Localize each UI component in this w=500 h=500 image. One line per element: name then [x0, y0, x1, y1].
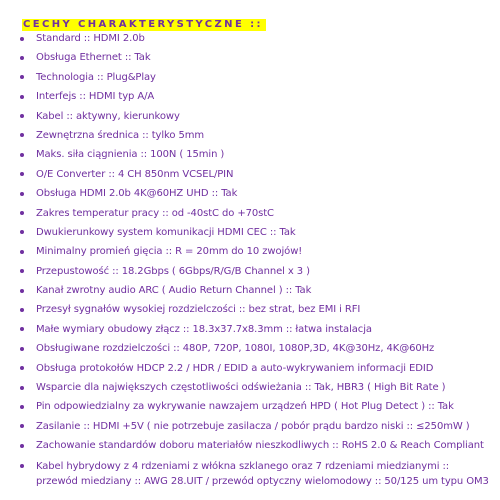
feature-text: Obsługiwane rozdzielczości :: 480P, 720P, 1080I, 1080P,3D, 4K@30Hz, 4K@60Hz [36, 343, 435, 355]
feature-item-interface [20, 87, 492, 106]
feature-item-dimensions [20, 320, 492, 339]
bullet-icon [20, 192, 24, 196]
bullet-icon [20, 230, 24, 234]
feature-text: Interfejs :: HDMI typ A/A [36, 91, 155, 103]
feature-item-refresh [20, 378, 492, 397]
feature-text: Przesył sygnałów wysokiej rozdzielczości :: bez strat, bez EMI i RFI [36, 304, 361, 316]
bullet-icon [20, 114, 24, 118]
feature-item-cec [20, 223, 492, 242]
feature-text: Standard :: HDMI 2.0b [36, 33, 145, 44]
feature-item-bandwidth [20, 262, 492, 281]
bullet-icon [20, 289, 24, 293]
bullet-icon [20, 386, 24, 390]
feature-item-diameter [20, 126, 492, 145]
bullet-icon [20, 444, 24, 448]
bullet-icon [20, 250, 24, 254]
feature-item-ethernet [20, 48, 492, 67]
feature-text: Obsługa Ethernet :: Tak [36, 52, 151, 64]
feature-text: Zachowanie standardów doboru materiałów nieszkodliwych :: RoHS 2.0 & Reach Compliant [36, 440, 484, 452]
feature-text: Zakres temperatur pracy :: od -40stC do +70stC [36, 207, 274, 219]
bullet-icon [20, 424, 24, 428]
bullet-icon [20, 308, 24, 312]
feature-text: Minimalny promień gięcia :: R = 20mm do 10 zwojów! [36, 246, 303, 258]
feature-text: Obsługa HDMI 2.0b 4K@60HZ UHD :: Tak [36, 188, 238, 200]
bullet-icon [20, 269, 24, 273]
feature-item-arc [20, 281, 492, 300]
feature-text: Zewnętrzna średnica :: tylko 5mm [36, 129, 205, 141]
feature-item-uhd [20, 184, 492, 203]
bullet-icon [20, 95, 24, 99]
bullet-icon [20, 37, 24, 41]
feature-text: O/E Converter :: 4 CH 850nm VCSEL/PIN [36, 168, 234, 180]
feature-text: Zasilanie :: HDMI +5V ( nie potrzebuje zasilacza / pobór prądu bardzo niski :: ≤250mW ) [36, 420, 470, 432]
features-list [20, 29, 492, 489]
bullet-icon [20, 172, 24, 176]
feature-text: Dwukierunkowy system komunikacji HDMI CEC :: Tak [36, 226, 296, 238]
bullet-icon [20, 347, 24, 351]
bullet-icon [20, 211, 24, 215]
feature-item-hpd [20, 397, 492, 416]
feature-item-technology [20, 68, 492, 87]
feature-item-resolutions [20, 339, 492, 358]
bullet-icon [20, 366, 24, 370]
feature-item-bend-radius [20, 242, 492, 261]
feature-item-standard [20, 29, 492, 48]
bullet-icon [20, 464, 24, 468]
feature-text: Technologia :: Plug&Play [36, 71, 156, 83]
feature-item-rohs [20, 436, 492, 455]
feature-item-power [20, 417, 492, 436]
bullet-icon [20, 153, 24, 157]
feature-text: Pin odpowiedzialny za wykrywanie nawzajem urządzeń HPD ( Hot Plug Detect ) :: Tak [36, 401, 454, 413]
feature-item-cable [20, 107, 492, 126]
bullet-icon [20, 405, 24, 409]
feature-text: Wsparcie dla największych częstotliwości odświeżania :: Tak, HBR3 ( High Bit Rate ) [36, 382, 446, 394]
feature-text: Przepustowość :: 18.2Gbps ( 6Gbps/R/G/B Channel x 3 ) [36, 265, 310, 277]
feature-item-pull-force [20, 145, 492, 164]
bullet-icon [20, 133, 24, 137]
bullet-icon [20, 75, 24, 79]
feature-text: Maks. siła ciągnienia :: 100N ( 15min ) [36, 149, 225, 161]
bullet-icon [20, 327, 24, 331]
feature-text: Kabel hybrydowy z 4 rdzeniami z włókna szklanego oraz 7 rdzeniami miedzianymi :: przewód miedziany :: AWG 28.UIT / przewód optyczny wielomodowy :: 50/125 um typu OM3 [36, 460, 489, 487]
feature-text: Kabel :: aktywny, kierunkowy [36, 110, 180, 122]
feature-text: Kanał zwrotny audio ARC ( Audio Return Channel ) :: Tak [36, 285, 312, 297]
feature-item-temperature [20, 204, 492, 223]
feature-item-protocols [20, 359, 492, 378]
feature-text: Małe wymiary obudowy złącz :: 18.3x37.7x8.3mm :: łatwa instalacja [36, 323, 372, 335]
feature-item-signal [20, 300, 492, 319]
feature-item-hybrid-cable [20, 456, 492, 489]
feature-item-converter [20, 165, 492, 184]
bullet-icon [20, 56, 24, 60]
feature-text: Obsługa protokołów HDCP 2.2 / HDR / EDID a auto-wykrywaniem informacji EDID [36, 362, 434, 374]
section-heading: CECHY CHARAKTERYSTYCZNE :: [22, 19, 266, 31]
